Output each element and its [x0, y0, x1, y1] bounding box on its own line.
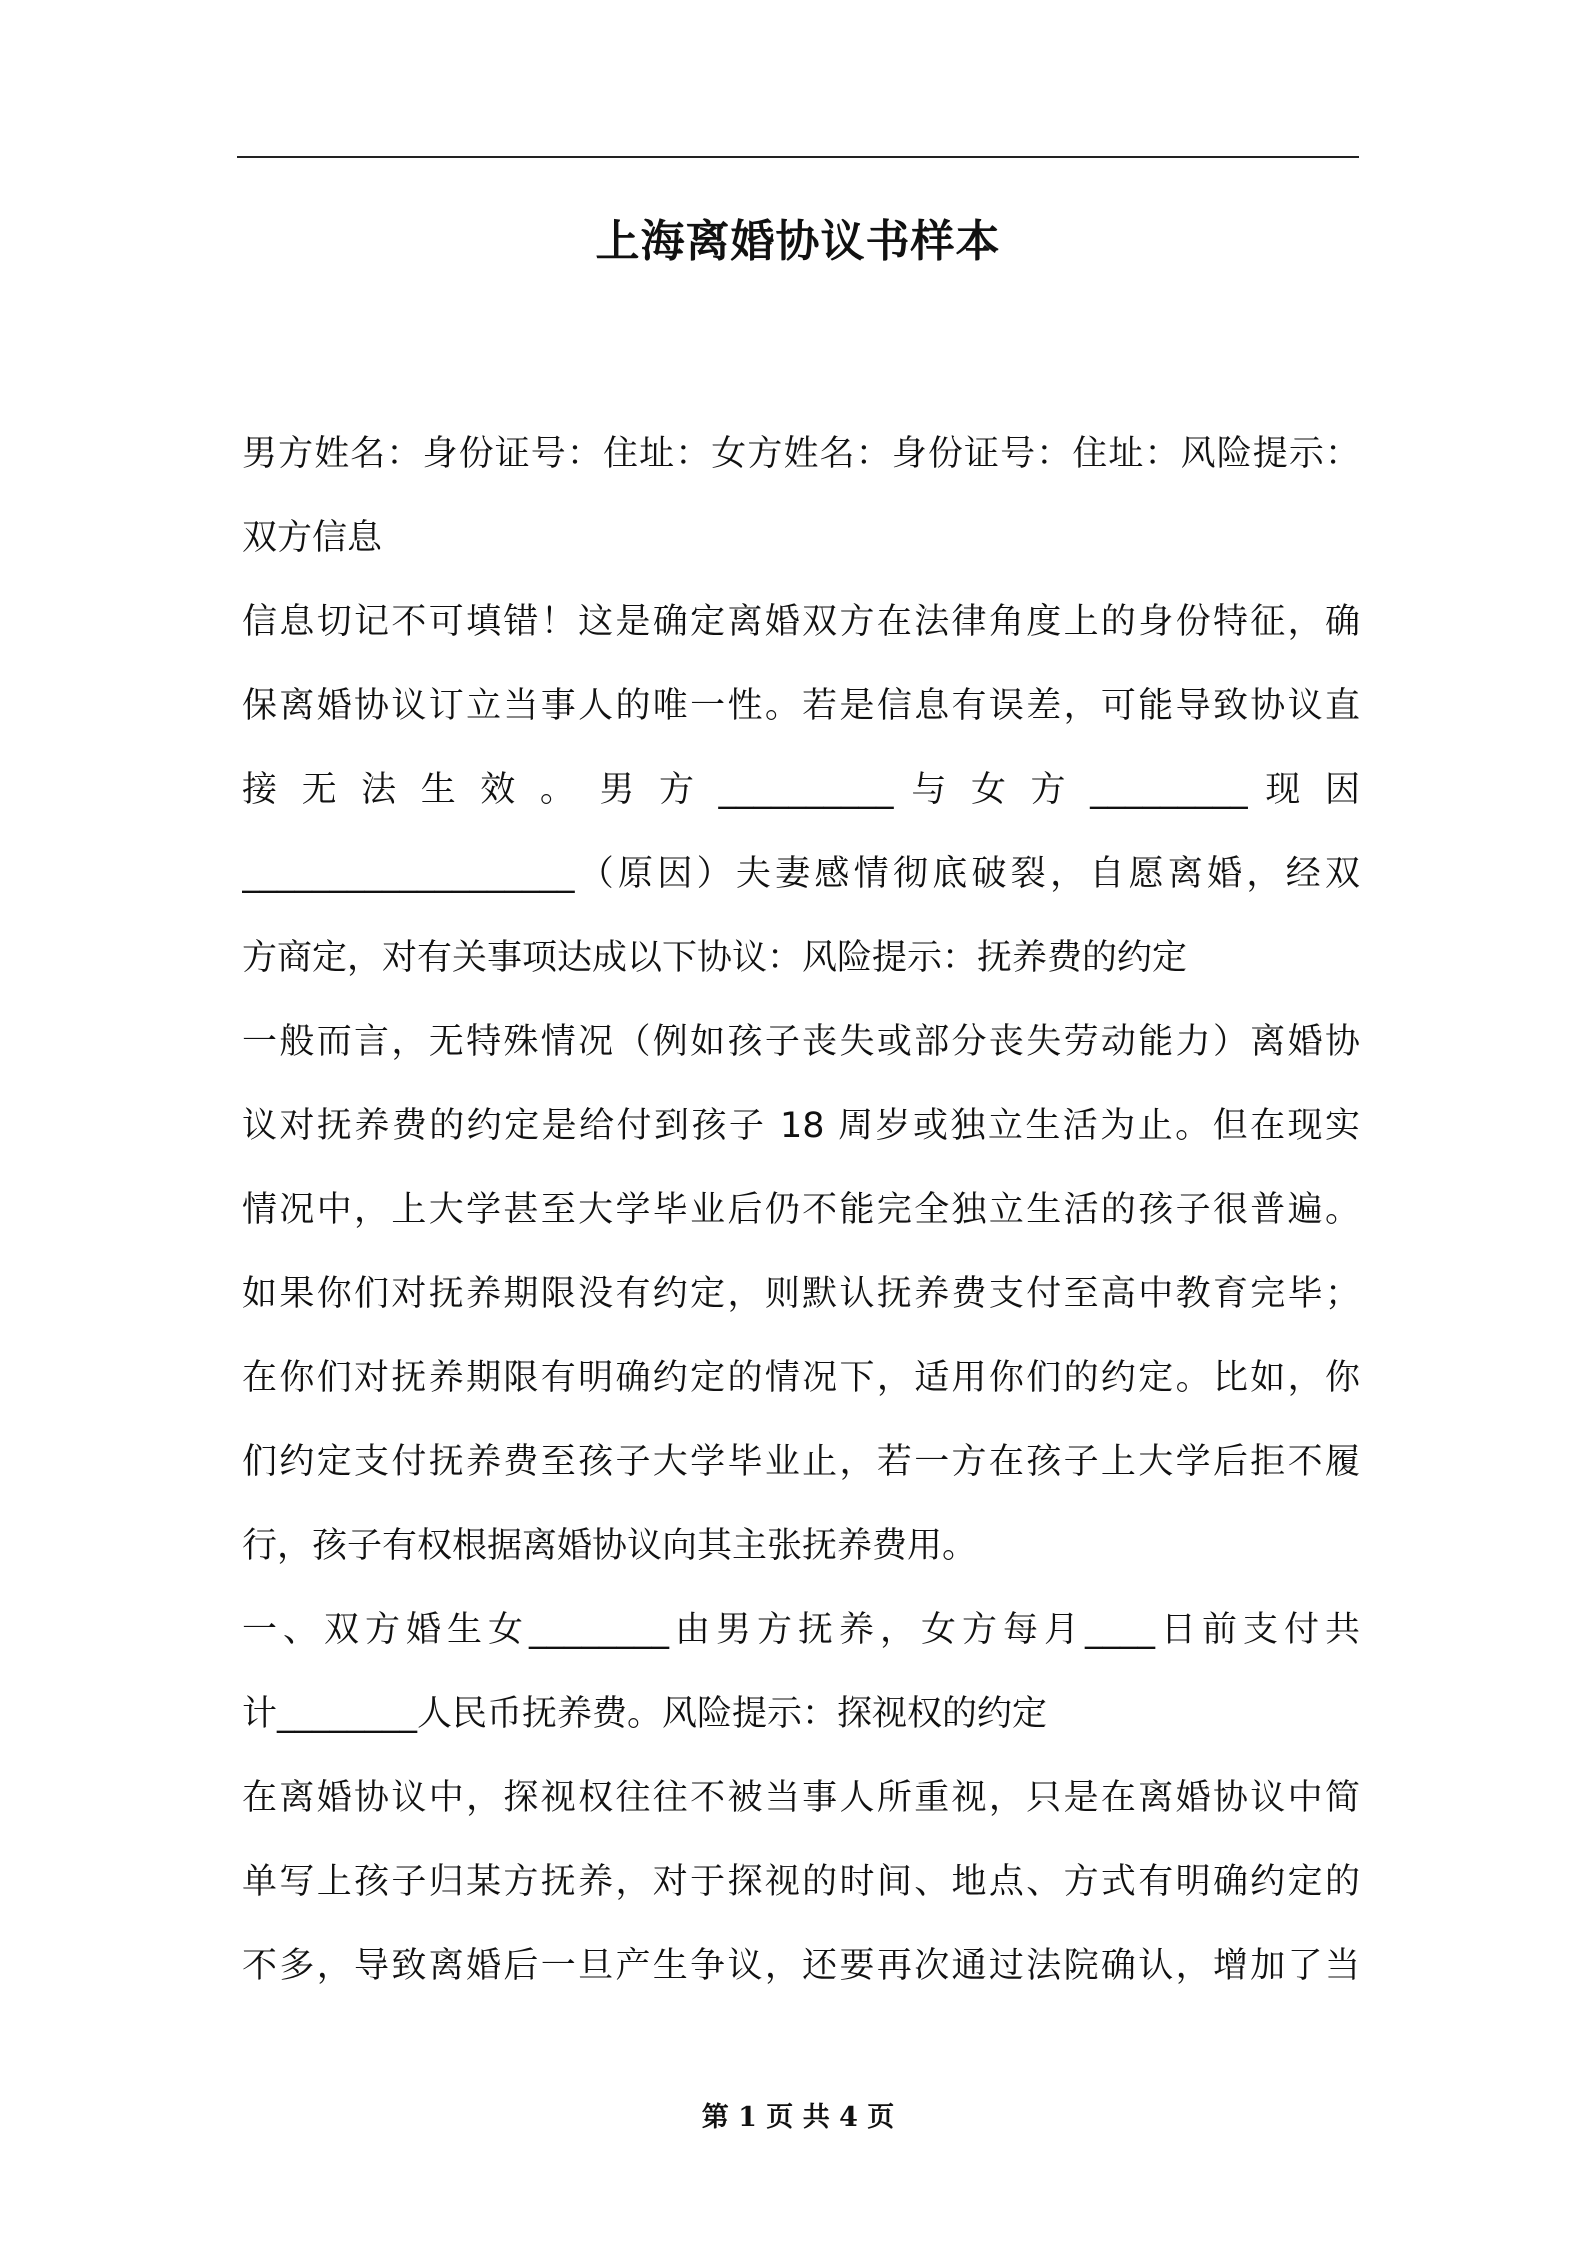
page-number-footer: 第 1 页 共 4 页: [701, 2102, 895, 2133]
header-divider: [237, 156, 1359, 158]
body-line-18: 单写上孩子归某方抚养，对于探视的时间、地点、方式有明确约定的: [242, 1862, 1360, 1902]
body-line-8: 一般而言，无特殊情况（例如孩子丧失或部分丧失劳动能力）离婚协: [242, 1022, 1360, 1062]
body-line-2: 双方信息: [242, 518, 383, 558]
body-line-17: 在离婚协议中，探视权往往不被当事人所重视，只是在离婚协议中简: [242, 1778, 1360, 1818]
body-line-19: 不多，导致离婚后一旦产生争议，还要再次通过法院确认，增加了当: [242, 1946, 1360, 1986]
body-line-15: 一、双方婚生女________由男方抚养，女方每月____日前支付共: [242, 1610, 1360, 1650]
body-line-11: 如果你们对抚养期限没有约定，则默认抚养费支付至高中教育完毕；: [242, 1274, 1360, 1314]
body-line-12: 在你们对抚养期限有明确约定的情况下，适用你们的约定。比如，你: [242, 1358, 1360, 1398]
body-line-13: 们约定支付抚养费至孩子大学毕业止，若一方在孩子上大学后拒不履: [242, 1442, 1360, 1482]
document-title: 上海离婚协议书样本: [595, 216, 1001, 267]
body-line-14: 行，孩子有权根据离婚协议向其主张抚养费用。: [242, 1526, 978, 1566]
body-line-16: 计________人民币抚养费。风险提示：探视权的约定: [242, 1694, 1048, 1734]
body-line-10: 情况中，上大学甚至大学毕业后仍不能完全独立生活的孩子很普遍。: [242, 1190, 1360, 1230]
body-line-6: ___________________（原因）夫妻感情彻底破裂，自愿离婚，经双: [242, 854, 1360, 894]
body-line-4: 保离婚协议订立当事人的唯一性。若是信息有误差，可能导致协议直: [242, 686, 1360, 726]
body-line-9: 议对抚养费的约定是给付到孩子 18 周岁或独立生活为止。但在现实: [242, 1106, 1360, 1146]
body-line-1: 男方姓名：身份证号：住址：女方姓名：身份证号：住址：风险提示：: [242, 434, 1360, 474]
body-line-7: 方商定，对有关事项达成以下协议：风险提示：抚养费的约定: [242, 938, 1188, 978]
body-line-5: 接 无 法 生 效 。 男 方 __________ 与 女 方 _________ 现 因: [242, 770, 1360, 810]
document-body: [242, 412, 1360, 2008]
body-line-3: 信息切记不可填错！这是确定离婚双方在法律角度上的身份特征，确: [242, 602, 1360, 642]
